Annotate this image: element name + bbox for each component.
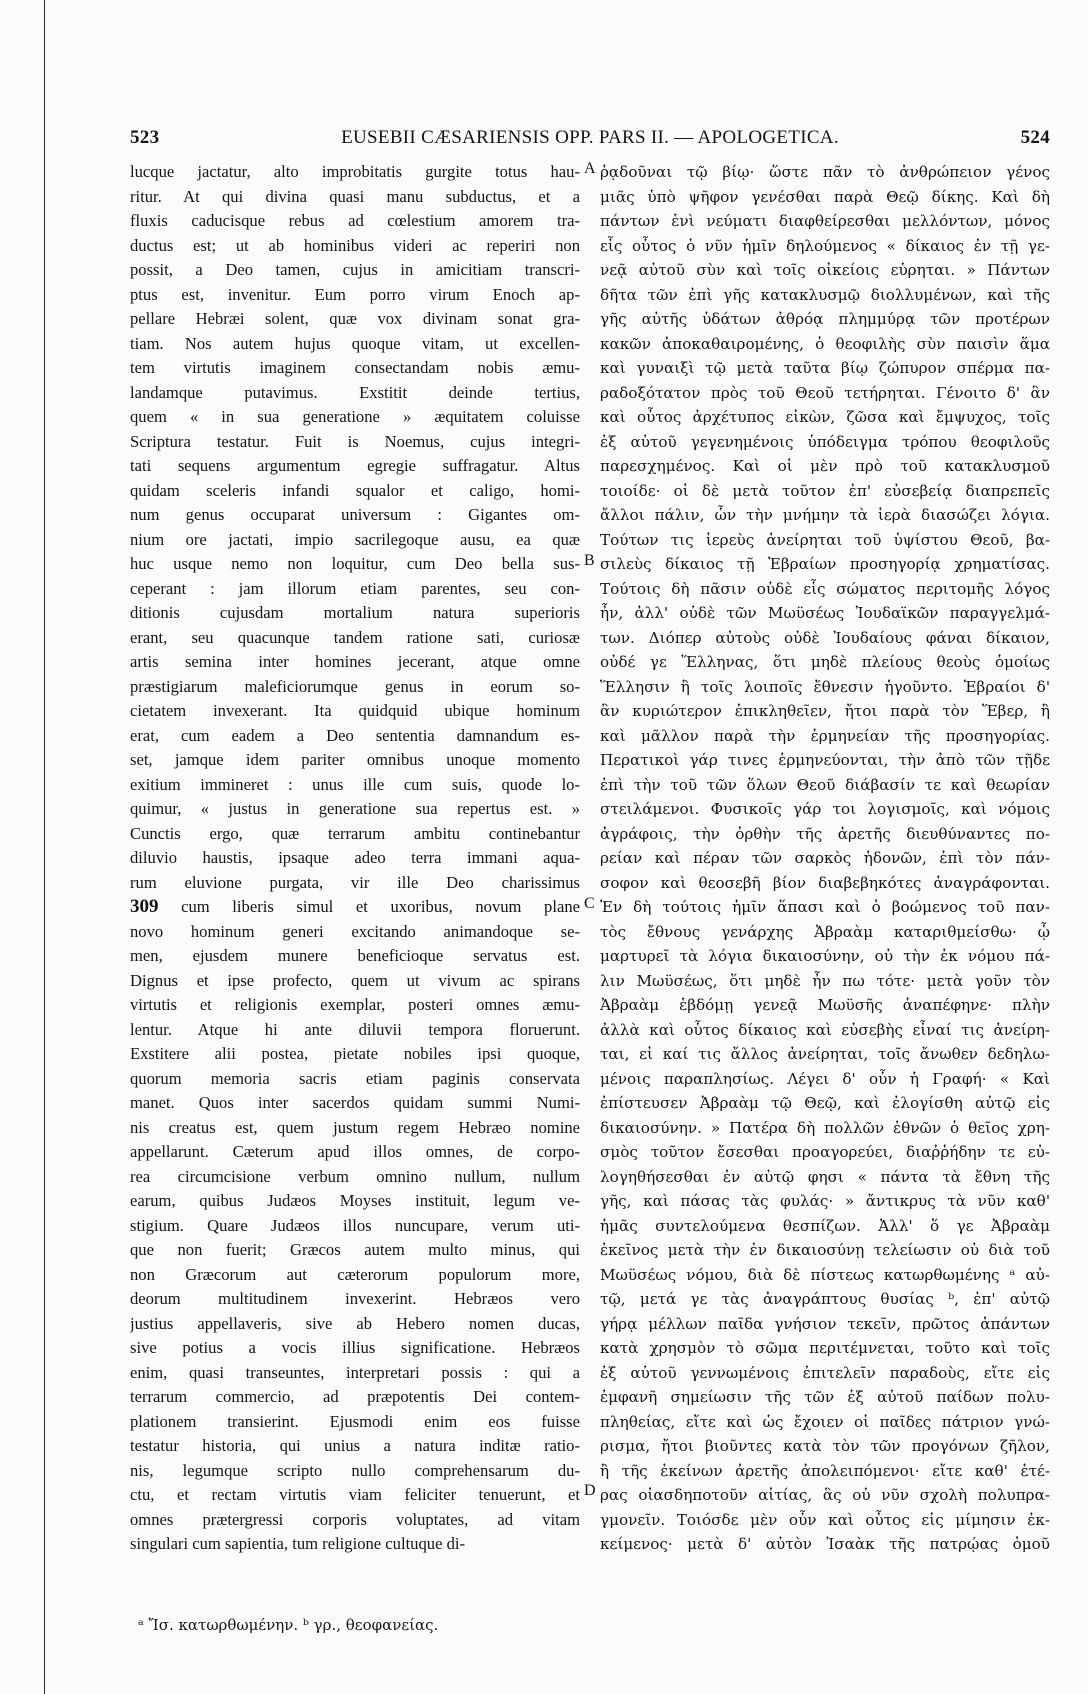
latin-text-line: ptus est, invenitur. Eum porro virum Enoch ap- <box>130 284 580 304</box>
greek-column <box>600 160 1050 1557</box>
greek-text-line: γμονεῖν. Τοιόσδε μὲν οὖν καὶ οὗτος εἰς μίμησιν ἐκ- <box>600 1510 1050 1529</box>
greek-text-line: κείμενος· μετὰ δ' αὐτὸν Ἰσαὰκ τῆς πατρῴας ὁμοῦ <box>600 1535 1050 1553</box>
latin-text-line: manet. Quos inter sacerdos quidam summi Numi- <box>130 1093 580 1112</box>
latin-text-line: num genus occuparat universum : Gigantes om- <box>130 505 580 524</box>
section-marker-c: C <box>584 895 595 912</box>
greek-text-line: στειλάμενοι. Φυσικοῖς γάρ τοι λογισμοῖς, καὶ νόμοις <box>600 800 1050 818</box>
latin-text-line: stigium. Quare Judæos illos nuncupare, verum uti- <box>130 1215 580 1235</box>
greek-text-line: κακῶν ἀποκαθαιρομένης, ὁ θεοφιλὴς σὺν παισὶν ἅμα <box>600 334 1050 353</box>
latin-text-line: diluvio haustis, ipsaque adeo terra immani aqua- <box>130 848 580 867</box>
greek-text-line: καὶ γυναιξὶ τῷ μετὰ ταῦτα βίῳ ζώπυρον σπέρμα πα- <box>600 359 1050 377</box>
greek-text-line: Μωϋσέως νόμου, διὰ δὲ πίστεως κατωρθωμένης ᵃ αὐ- <box>600 1265 1050 1284</box>
latin-text-line: plationem transierint. Ejusmodi enim eos fuisse <box>130 1411 580 1431</box>
page-number-right: 524 <box>1020 127 1050 148</box>
greek-text-line: νεᾷ αὐτοῦ σὺν καὶ τοῖς οἰκείοις εὑρηται. » Πάντων <box>600 261 1050 279</box>
latin-text-line: nis, legumque scripto nullo comprehensarum du- <box>130 1460 580 1480</box>
latin-text-line: ductus est; ut ab hominibus videri ac reperiri non <box>130 235 580 255</box>
greek-text-line: δικαιοσύνην. » Πατέρα δὴ πολλῶν ἐθνῶν ὁ θεῖος χρη- <box>600 1118 1050 1137</box>
footnote: ᵃ Ἴσ. κατωρθωμένην. ᵇ γρ., θεοφανείας. <box>138 1616 439 1634</box>
greek-text-line: ἂν κυριώτερον ἐπικληθεῖεν, ἤτοι παρὰ τὸν Ἕβερ, ἢ <box>600 702 1050 720</box>
latin-text-line: men, ejusdem munere beneficioque servatus est. <box>130 946 580 965</box>
greek-text-line: Ἕλλησιν ἢ τοῖς λοιποῖς ἔθνεσιν ἡγοῦντο. Ἑβραίοι δ' <box>600 677 1050 696</box>
latin-text-line: rea circumcisione verbum omnino nullum, nullum <box>130 1166 580 1186</box>
greek-text-line: ρείαν καὶ πέραν τῶν σαρκὸς ἡδονῶν, ἐπὶ τὸν πάν- <box>600 849 1050 867</box>
greek-text-line: Τούτων τις ἱερεὺς ἀνείρηται τοῦ ὑψίστου Θεοῦ, βα- <box>600 530 1050 549</box>
latin-text-line: landamque putavimus. Exstitit deinde tertius, <box>130 382 580 402</box>
greek-text-line: μιᾶς ὑπὸ ψῆφον γενέσθαι παρὰ Θεῷ δίκης. Καὶ δὴ <box>600 187 1050 206</box>
folio-number: 309 <box>130 896 159 917</box>
latin-text-line: non Græcorum aut cæterorum populorum more, <box>130 1264 580 1284</box>
greek-text-line: εἷς οὗτος ὁ νῦν ἡμῖν δηλούμενος « δίκαιος ἐν τῇ γε- <box>600 236 1050 255</box>
latin-text-line: quem « in sua generatione » æquitatem coluisse <box>130 407 580 426</box>
greek-text-line: σοφον καὶ θεοσεβῆ βίον διαβεβηκότες ἀναγράφονται. <box>600 873 1050 892</box>
greek-text-line: Περατικοὶ γάρ τινες ἑρμηνεύονται, τὴν ἀπὸ τῶν τῇδε <box>600 751 1050 769</box>
latin-text-line: possit, a Deo tamen, cujus in amicitiam transcri- <box>130 260 580 279</box>
greek-text-line: τοιοίδε· οἱ δὲ μετὰ τοῦτον ἐπ' εὐσεβείᾳ διαπρεπεῖς <box>600 481 1050 500</box>
latin-text-line: nis creatus est, quem justum regem Hebræo nomine <box>130 1117 580 1137</box>
latin-text-line: testatur historia, qui unius a natura inditæ ratio- <box>130 1436 580 1455</box>
page-border-line <box>44 0 45 1694</box>
latin-text-line: appellarunt. Cæterum apud illos omnes, de corpo- <box>130 1142 580 1161</box>
greek-text-line: ἀγράφοις, τὴν ὀρθὴν τῆς ἀρετῆς διευθύναντες πο- <box>600 824 1050 843</box>
latin-text-line: artis semina inter homines jecerant, atque omne <box>130 652 580 671</box>
greek-text-line: ἐξ αὐτοῦ γεννωμένοις ἐπιτελεῖν παραδοὺς, εἴτε εἰς <box>600 1363 1050 1382</box>
greek-text-line: δῆτα τῶν ἐπὶ γῆς κατακλυσμῷ διολλυμένων, καὶ τῆς <box>600 285 1050 304</box>
greek-text-line: μαρτυρεῖ τὰ λόγια δικαιοσύνην, οὐ τὴν ἐκ νόμου πά- <box>600 947 1050 965</box>
latin-text-line: fluxis caducisque rebus ad cœlestium amorem tra- <box>130 211 580 230</box>
section-marker-d: D <box>584 1482 596 1499</box>
latin-text-line: erant, seu quacunque tandem ratione sati, curiosæ <box>130 627 580 647</box>
greek-text-line: ἦν, ἀλλ' οὐδὲ τῶν Μωϋσέως Ἰουδαϊκῶν παραγγελμά- <box>600 604 1050 622</box>
latin-text-line: præstigiarum maleficiorumque genus in eorum so- <box>130 676 580 696</box>
greek-text-line: γήρᾳ μέλλων παῖδα γνήσιον τεκεῖν, πρῶτος ἁπάντων <box>600 1314 1050 1333</box>
latin-text-line: quidam sceleris infandi squalor et caligo, homi- <box>130 480 580 500</box>
greek-text-line: ραδοξότατον πρὸς τοῦ Θεοῦ τετήρηται. Γένοιτο δ' ἂν <box>600 383 1050 402</box>
latin-text-line: omnes prætergressi corporis voluptates, ad vitam <box>130 1509 580 1529</box>
greek-text-line: ρας οἰασδηποτοῦν αἰτίας, ἃς οὐ νῦν σχολὴ πολυπρα- <box>600 1486 1050 1504</box>
page-number-left: 523 <box>130 127 160 148</box>
section-marker-a: A <box>584 160 596 177</box>
greek-text-line: ἐπὶ τὴν τοῦ τῶν ὅλων Θεοῦ διάβασίν τε καὶ θεωρίαν <box>600 775 1050 794</box>
running-header <box>130 127 1050 149</box>
greek-text-line: τὸς ἔθνους γενάρχης Ἀβραὰμ καταριθμείσθω· ᾧ <box>600 922 1050 941</box>
running-title: EUSEBII CÆSARIENSIS OPP. PARS II. — APOLOGETICA. <box>341 127 839 148</box>
latin-text-line: ctu, et rectam virtutis viam feliciter tenuerunt, et <box>130 1485 580 1504</box>
greek-text-line: κατὰ χρησμὸν τὸ σῶμα περιτέμνεται, τοῦτο καὶ τοῖς <box>600 1339 1050 1357</box>
greek-text-line: τῷ, μετά γε τὰς ἀναγράπτους θυσίας ᵇ, ἐπ' αὐτῷ <box>600 1290 1050 1308</box>
greek-text-line: ἄλλοι πάλιν, ὧν τὴν μνήμην τὰ ἱερὰ διασώζει λόγια. <box>600 506 1050 524</box>
latin-text-line: novo hominum generi excitando animandoque se- <box>130 921 580 941</box>
latin-text-line: rum eluvione purgata, vir ille Deo charissimus <box>130 872 580 892</box>
latin-text-line: huc usque nemo non loquitur, cum Deo bella sus- <box>130 554 580 573</box>
latin-text-line: Cunctis ergo, quæ terrarum ambitu continebantur <box>130 823 580 843</box>
latin-text-line: Dignus et ipse profecto, quem ut vivum ac spirans <box>130 970 580 990</box>
latin-text-line: sive potius a vocis illius significatione. Hebræos <box>130 1338 580 1357</box>
greek-text-line: καὶ οὗτος ἀρχέτυπος εἰκὼν, ζῶσα καὶ ἔμψυχος, τοῖς <box>600 408 1050 426</box>
greek-text-line: πάντων ἑνὶ νεύματι διαφθείρεσθαι μελλόντων, μόνος <box>600 212 1050 230</box>
latin-text-fragment: cum liberis simul et uxoribus, novum plane <box>158 897 580 916</box>
greek-text-line: μένοις παραπλησίως. Λέγει δ' οὖν ἡ Γραφή· « Καὶ <box>600 1069 1050 1088</box>
latin-text-line: pellare Hebræi solent, quæ vox divinam sonat gra- <box>130 309 580 328</box>
latin-text-line: ditionis cujusdam mortalium natura superioris <box>130 603 580 622</box>
latin-text-line: justius appellaveris, sive ab Hebero nomen ducas, <box>130 1313 580 1333</box>
latin-text-line: Exstitere alii postea, pietate nobiles ipsi quoque, <box>130 1044 580 1063</box>
greek-text-line: οὐδέ γε Ἕλληνας, ὅτι μηδὲ πλείους θεοὺς ὁμοίως <box>600 653 1050 671</box>
latin-text-line: cietatem invexerant. Ita quidquid ubique hominum <box>130 701 580 720</box>
greek-text-line: ἐμφανῆ σημείωσιν τῆς τῶν ἐξ αὐτοῦ παίδων πολυ- <box>600 1388 1050 1406</box>
latin-text-line: quimur, « justus in generatione sua repertus est. » <box>130 799 580 818</box>
greek-text-line: γῆς, καὶ πάσας τὰς φυλάς· » ἄντικρυς τὰ νῦν καθ' <box>600 1192 1050 1210</box>
greek-text-line: Ἐν δὴ τούτοις ἡμῖν ἅπασι καὶ ὁ βοώμενος τοῦ παν- <box>600 898 1050 916</box>
latin-text-line: que non fuerit; Græcos autem multo minus, qui <box>130 1240 580 1259</box>
latin-text-line: lucque jactatur, alto improbitatis gurgite totus hau- <box>130 162 580 181</box>
greek-text-line: ἡμᾶς συντελούμενα θεσπίζων. Ἀλλ' ὅ γε Ἀβραὰμ <box>600 1216 1050 1235</box>
greek-text-line: λογηθήσεσθαι ἐν αὐτῷ φησι « πάντα τὰ ἔθνη τῆς <box>600 1167 1050 1186</box>
greek-text-line: ἀλλὰ καὶ οὗτος δίκαιος καὶ εὐσεβὴς εἶναί τις ἀνείρη- <box>600 1020 1050 1039</box>
latin-text-line: tati sequens argumentum egregie suffragatur. Altus <box>130 456 580 475</box>
greek-text-line: ἐκεῖνος μετὰ τὴν ἐν δικαιοσύνῃ τελείωσιν οὐ διὰ τοῦ <box>600 1241 1050 1259</box>
greek-text-line: ῥᾳδοῦναι τῷ βίῳ· ὥστε πᾶν τὸ ἀνθρώπειον γένος <box>600 163 1050 181</box>
latin-text-line: exitium immineret : unus ille cum suis, quode lo- <box>130 774 580 794</box>
latin-text-line: enim, quasi transeuntes, interpretari possis : qui a <box>130 1362 580 1382</box>
greek-text-line: σμὸς τοῦτον ἔσεσθαι προαγορεύει, διαῤῥήδην τε εὐ- <box>600 1143 1050 1161</box>
greek-text-line: σιλεὺς δίκαιος τῇ Ἑβραίων προσηγορίᾳ χρηματίσας. <box>600 555 1050 573</box>
latin-text-line: Scriptura testatur. Fuit is Noemus, cujus integri- <box>130 431 580 451</box>
latin-text-line: nium ore jactati, impio sacrilegoque ausu, ea quæ <box>130 529 580 549</box>
latin-text-line: erat, cum eadem a Deo sententia damnandum es- <box>130 725 580 745</box>
greek-text-line: ρισμα, ἤτοι βιοῦντες κατὰ τὸν τῶν προγόνων ζῆλον, <box>600 1437 1050 1455</box>
greek-text-line: των. Διόπερ αὐτοὺς οὐδὲ Ἰουδαίους φάναι δίκαιον, <box>600 628 1050 647</box>
latin-text-line: singulari cum sapientia, tum religione cultuque di- <box>130 1534 466 1553</box>
latin-text-line: ritur. At qui divina quasi manu subductus, et a <box>130 186 580 206</box>
latin-text-line: deorum multitudinem invexerint. Hebræos vero <box>130 1289 580 1308</box>
section-marker-b: B <box>584 552 595 569</box>
latin-text-line: virtutis et religionis exemplar, posteri omnes æmu- <box>130 995 580 1014</box>
latin-text-line-with-folio <box>130 895 580 920</box>
greek-text-line: πληθείας, εἴτε καὶ ὡς ἔχοιεν οἱ παῖδες πάτριον γνώ- <box>600 1412 1050 1431</box>
greek-text-line: Τούτοις δὴ πᾶσιν οὐδὲ εἷς σώματος περιτομῆς λόγος <box>600 579 1050 598</box>
latin-text-line: terrarum commercio, ad præpotentis Dei contem- <box>130 1387 580 1406</box>
latin-column <box>130 160 580 1557</box>
latin-text-line: set, jamque idem pariter omnibus unoque momento <box>130 750 580 769</box>
latin-text-line: ceperant : jam illorum etiam parentes, seu con- <box>130 578 580 598</box>
greek-text-line: ται, εἰ καί τις ἄλλος ἀνείρηται, τοῖς ἄνωθεν δεδηλω- <box>600 1045 1050 1063</box>
greek-text-line: λιν Μωϋσέως, ὅτι μηδὲ ἦν πω τότε· μετὰ γοῦν τὸν <box>600 971 1050 990</box>
greek-text-line: ἐπίστευσεν Ἀβραὰμ τῷ Θεῷ, καὶ ἐλογίσθη αὐτῷ εἰς <box>600 1094 1050 1112</box>
latin-text-line: tiam. Nos autem hujus quoque vitam, ut excellen- <box>130 333 580 353</box>
greek-text-line: ἢ τῆς ἐκείνων ἀρετῆς ἀπολειπόμενοι· εἴτε καθ' ἑτέ- <box>600 1461 1050 1480</box>
greek-text-line: Ἀβραὰμ ἑβδόμῃ γενεᾷ Μωϋσῆς ἀναπέφηνε· πλὴν <box>600 996 1050 1014</box>
greek-text-line: γῆς αὐτῆς ὑδάτων ἀθρόᾳ πλημμύρᾳ τῶν προτέρων <box>600 310 1050 328</box>
latin-text-line: lentur. Atque hi ante diluvii tempora floruerunt. <box>130 1019 580 1039</box>
greek-text-line: καὶ μᾶλλον παρὰ τὴν ἑρμηνείαν τῆς προσηγορίας. <box>600 726 1050 745</box>
latin-text-line: earum, quibus Judæos Moyses instituit, legum ve- <box>130 1191 580 1210</box>
latin-text-line: quorum memoria sacris etiam paginis conservata <box>130 1068 580 1088</box>
latin-text-line: tem virtutis imaginem consectandam nobis æmu- <box>130 358 580 377</box>
greek-text-line: παρεσχημένος. Καὶ οἱ μὲν πρὸ τοῦ κατακλυσμοῦ <box>600 457 1050 475</box>
greek-text-line: ἐξ αὐτοῦ γεγενημένοις ὑπόδειγμα τρόπου θεοφιλοῦς <box>600 432 1050 451</box>
